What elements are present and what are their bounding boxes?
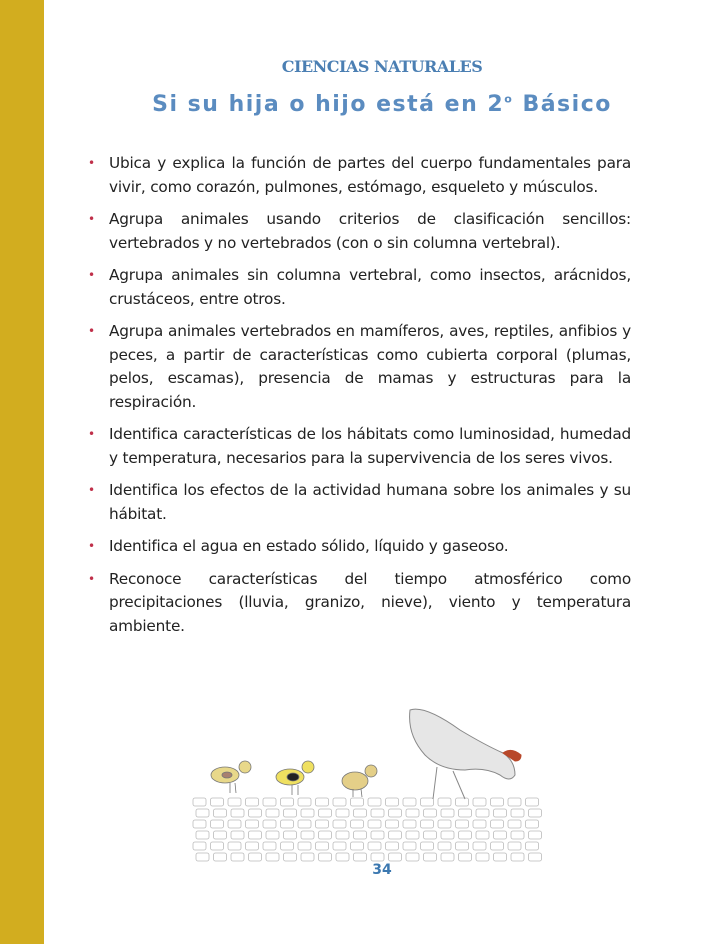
item-text: Ubica y explica la función de partes del cuerpo fundamentales para vivir, como corazón, pulmones, estómago, esqueleto y músculos.	[109, 154, 631, 196]
ground-tile	[368, 820, 381, 828]
ground-tile	[371, 853, 384, 861]
item-text: Agrupa animales usando criterios de clasificación sencillos: vertebrados y no vertebrados (con o sin columna vertebral).	[109, 210, 631, 252]
ground-tile	[214, 809, 227, 817]
ground-tile	[249, 853, 262, 861]
item-text: Identifica los efectos de la actividad humana sobre los animales y su hábitat.	[109, 481, 631, 523]
ground-tile	[351, 820, 364, 828]
ground-tile	[231, 809, 244, 817]
ground-tile	[336, 831, 349, 839]
ground-tile	[231, 853, 244, 861]
ground-tile	[473, 798, 486, 806]
chick-3-icon	[342, 765, 377, 797]
ground-tile	[214, 853, 227, 861]
ground-tile	[249, 809, 262, 817]
ground-tile	[511, 853, 524, 861]
ground-tile	[424, 853, 437, 861]
ground-tile	[228, 842, 241, 850]
ground-tile	[336, 809, 349, 817]
ground-tile	[456, 820, 469, 828]
ground-tile	[319, 831, 332, 839]
ground-tile	[459, 853, 472, 861]
hen-and-chicks-illustration	[185, 695, 545, 865]
ground-tile	[298, 798, 311, 806]
ground-tile	[214, 831, 227, 839]
ground-tile	[231, 831, 244, 839]
ground-tile	[456, 842, 469, 850]
ground-tile	[476, 853, 489, 861]
item-text: Agrupa animales sin columna vertebral, como insectos, arácnidos, crustáceos, entre otros.	[109, 266, 631, 308]
ground-tile	[211, 820, 224, 828]
ground-tile	[406, 831, 419, 839]
item-text: Identifica el agua en estado sólido, líquido y gaseoso.	[109, 537, 509, 555]
ground-tile	[266, 853, 279, 861]
ground-tile	[386, 798, 399, 806]
ground-pattern	[193, 798, 542, 861]
ground-tile	[459, 809, 472, 817]
ground-tile	[441, 853, 454, 861]
ground-tile	[301, 853, 314, 861]
ground-tile	[473, 842, 486, 850]
list-item	[88, 423, 631, 470]
ground-tile	[228, 798, 241, 806]
ground-tile	[316, 820, 329, 828]
ground-tile	[494, 809, 507, 817]
list-item	[88, 535, 631, 559]
ground-tile	[196, 809, 209, 817]
ground-tile	[386, 820, 399, 828]
ground-tile	[319, 853, 332, 861]
chick-1-icon	[211, 761, 251, 793]
ground-tile	[406, 809, 419, 817]
list-item	[88, 320, 631, 414]
ground-tile	[316, 842, 329, 850]
ground-tile	[526, 798, 539, 806]
ground-tile	[284, 831, 297, 839]
ground-tile	[281, 842, 294, 850]
ground-tile	[403, 798, 416, 806]
ground-tile	[424, 831, 437, 839]
ground-tile	[284, 853, 297, 861]
page-title	[44, 92, 720, 117]
ground-tile	[301, 831, 314, 839]
ground-tile	[371, 809, 384, 817]
ground-tile	[389, 809, 402, 817]
ground-tile	[508, 820, 521, 828]
ground-tile	[193, 798, 206, 806]
ground-tile	[389, 831, 402, 839]
hen-icon	[410, 709, 521, 799]
ground-tile	[441, 831, 454, 839]
ground-tile	[494, 831, 507, 839]
bullet-icon: •	[88, 156, 95, 170]
bullet-icon: •	[88, 483, 95, 497]
ground-tile	[491, 842, 504, 850]
ground-tile	[246, 842, 259, 850]
ground-tile	[438, 798, 451, 806]
ground-tile	[371, 831, 384, 839]
learning-list	[88, 152, 631, 647]
ground-tile	[354, 853, 367, 861]
chick-2-icon	[276, 761, 314, 795]
ground-tile	[196, 853, 209, 861]
ground-tile	[354, 809, 367, 817]
ground-tile	[421, 842, 434, 850]
ground-tile	[441, 809, 454, 817]
ground-tile	[508, 798, 521, 806]
ground-tile	[211, 842, 224, 850]
ground-tile	[508, 842, 521, 850]
ground-tile	[511, 809, 524, 817]
ground-tile	[193, 820, 206, 828]
ground-tile	[473, 820, 486, 828]
ground-tile	[438, 820, 451, 828]
side-band	[0, 0, 44, 944]
ground-tile	[249, 831, 262, 839]
ground-tile	[354, 831, 367, 839]
ground-tile	[193, 842, 206, 850]
ground-tile	[263, 820, 276, 828]
ground-tile	[333, 842, 346, 850]
ground-tile	[246, 798, 259, 806]
ground-tile	[333, 798, 346, 806]
ground-tile	[421, 820, 434, 828]
ground-tile	[368, 842, 381, 850]
page-number: 34	[372, 862, 392, 878]
ground-tile	[211, 798, 224, 806]
ground-tile	[281, 820, 294, 828]
ground-tile	[406, 853, 419, 861]
ground-tile	[333, 820, 346, 828]
subject-heading: CIENCIAS NATURALES	[281, 57, 483, 76]
title-ordinal: o	[504, 92, 514, 106]
ground-tile	[529, 809, 542, 817]
ground-tile	[421, 798, 434, 806]
ground-tile	[196, 831, 209, 839]
ground-tile	[368, 798, 381, 806]
ground-tile	[476, 809, 489, 817]
ground-tile	[351, 798, 364, 806]
list-item	[88, 264, 631, 311]
ground-tile	[529, 831, 542, 839]
ground-tile	[301, 809, 314, 817]
ground-tile	[319, 809, 332, 817]
ground-tile	[403, 842, 416, 850]
ground-tile	[281, 798, 294, 806]
ground-tile	[403, 820, 416, 828]
title-text: Si su hija o hijo está en 2	[152, 92, 505, 117]
bullet-icon: •	[88, 539, 95, 553]
ground-tile	[511, 831, 524, 839]
item-text: Agrupa animales vertebrados en mamíferos, aves, reptiles, anfibios y peces, a partir de características como cubierta corporal (plumas, pelos, escamas), presencia de mamas y estructuras para la respiración.	[109, 322, 631, 411]
ground-tile	[316, 798, 329, 806]
ground-tile	[494, 853, 507, 861]
item-text: Identifica características de los hábitats como luminosidad, humedad y temperatura, necesarios para la supervivencia de los seres vivos.	[109, 425, 631, 467]
ground-tile	[284, 809, 297, 817]
list-item	[88, 152, 631, 199]
ground-tile	[491, 820, 504, 828]
ground-tile	[351, 842, 364, 850]
ground-tile	[456, 798, 469, 806]
ground-tile	[526, 820, 539, 828]
list-item	[88, 208, 631, 255]
ground-tile	[336, 853, 349, 861]
ground-tile	[389, 853, 402, 861]
ground-tile	[438, 842, 451, 850]
ground-tile	[386, 842, 399, 850]
bullet-icon: •	[88, 324, 95, 338]
ground-tile	[263, 798, 276, 806]
ground-tile	[246, 820, 259, 828]
bullet-icon: •	[88, 268, 95, 282]
bullet-icon: •	[88, 427, 95, 441]
ground-tile	[491, 798, 504, 806]
title-end: Básico	[513, 92, 612, 117]
ground-tile	[298, 842, 311, 850]
ground-tile	[526, 842, 539, 850]
ground-tile	[266, 831, 279, 839]
ground-tile	[476, 831, 489, 839]
list-item	[88, 479, 631, 526]
item-text: Reconoce características del tiempo atmosférico como precipitaciones (lluvia, granizo, nieve), viento y temperatura ambiente.	[109, 569, 631, 635]
ground-tile	[263, 842, 276, 850]
ground-tile	[529, 853, 542, 861]
ground-tile	[424, 809, 437, 817]
bullet-icon: •	[88, 212, 95, 226]
ground-tile	[298, 820, 311, 828]
ground-tile	[459, 831, 472, 839]
ground-tile	[228, 820, 241, 828]
ground-tile	[266, 809, 279, 817]
list-item	[88, 568, 631, 639]
bullet-icon: •	[88, 571, 95, 586]
